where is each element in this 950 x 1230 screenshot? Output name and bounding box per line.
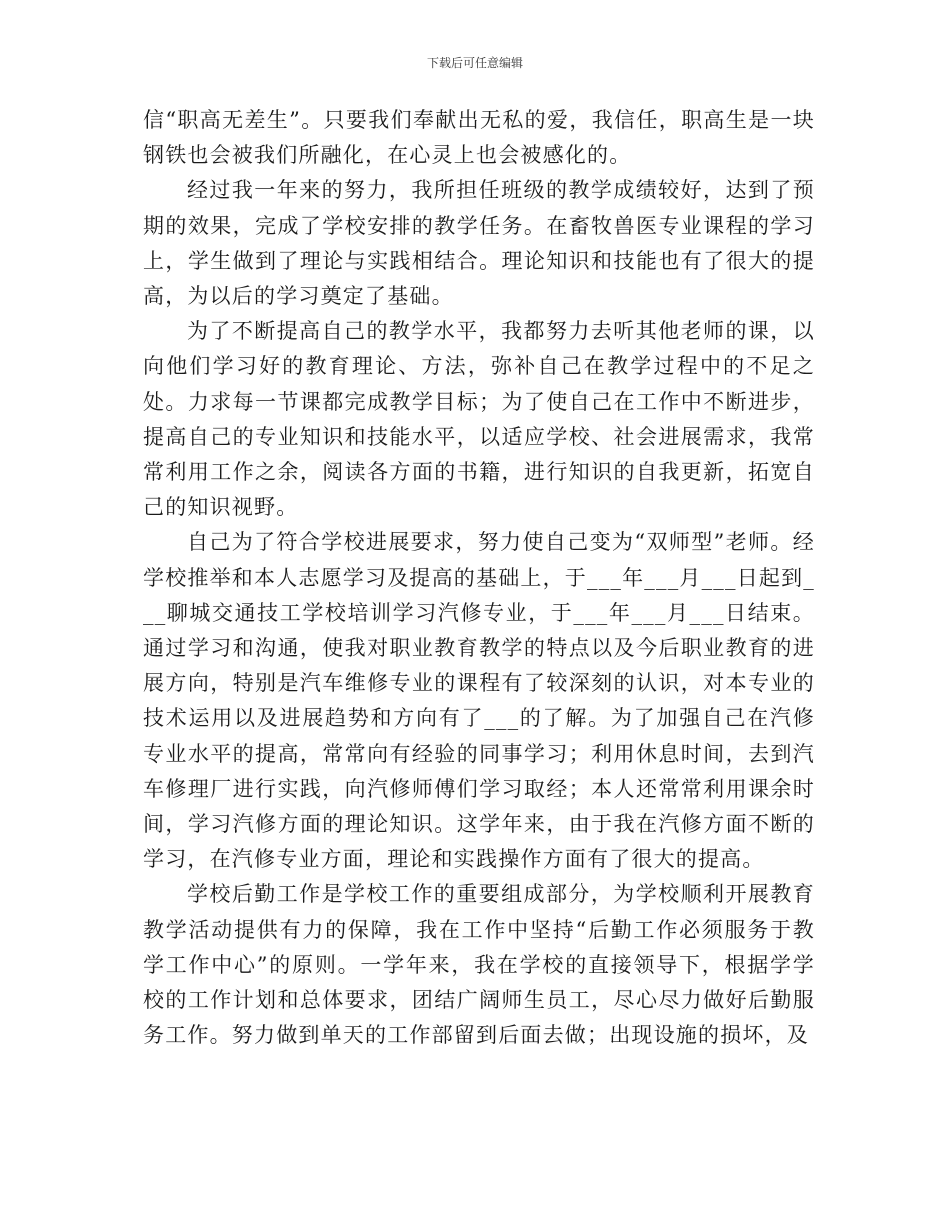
paragraph-5: 学校后勤工作是学校工作的重要组成部分，为学校顺利开展教育教学活动提供有力的保障，我在工作中坚持“后勤工作必须服务于教学工作中心”的原则。一学年来，我在学校的直接领导下，根据学学校的工作计划和总体要求，团结广阔师生员工，尽心尽力做好后勤服务工作。努力做到单天的工作部留到后面去做；出现设施的损坏，及 [143,882,815,1048]
page-header: 下载后可任意编辑 [426,56,523,70]
document-body [143,103,815,1053]
paragraph-4: 自己为了符合学校进展要求，努力使自己变为“双师型”老师。经学校推举和本人志愿学习及提高的基础上，于___年___月___日起到___聊城交通技工学校培训学习汽修专业，于___年___月___日结束。通过学习和沟通，使我对职业教育教学的特点以及今后职业教育的进展方向，特别是汽车维修专业的课程有了较深刻的认识，对本专业的技术运用以及进展趋势和方向有了___的了解。为了加强自己在汽修专业水平的提高，常常向有经验的同事学习；利用休息时间，去到汽车修理厂进行实践，向汽修师傅们学习取经；本人还常常利用课余时间，学习汽修方面的理论知识。这学年来，由于我在汽修方面不断的学习，在汽修专业方面，理论和实践操作方面有了很大的提高。 [143,530,815,872]
paragraph-3: 为了不断提高自己的教学水平，我都努力去听其他老师的课，以向他们学习好的教育理论、方法，弥补自己在教学过程中的不足之处。力求每一节课都完成教学目标；为了使自己在工作中不断进步，提高自己的专业知识和技能水平，以适应学校、社会进展需求，我常常利用工作之余，阅读各方面的书籍，进行知识的自我更新，拓宽自己的知识视野。 [143,319,815,520]
paragraph-2: 经过我一年来的努力，我所担任班级的教学成绩较好，达到了预期的效果，完成了学校安排的教学任务。在畜牧兽医专业课程的学习上，学生做到了理论与实践相结合。理论知识和技能也有了很大的提高，为以后的学习奠定了基础。 [143,178,815,309]
paragraph-1: 信“职高无差生”。只要我们奉献出无私的爱，我信任，职高生是一块钢铁也会被我们所融化，在心灵上也会被感化的。 [143,108,815,168]
